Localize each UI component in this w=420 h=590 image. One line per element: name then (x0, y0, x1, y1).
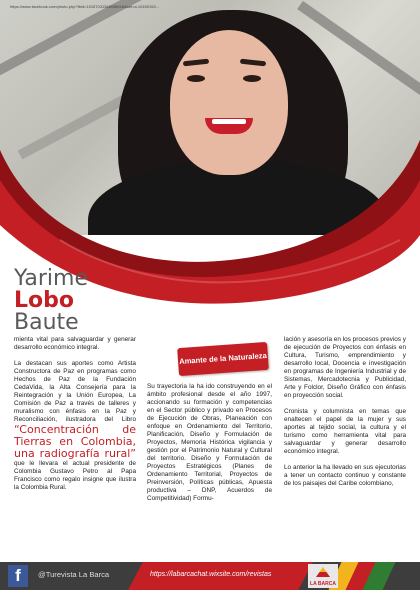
name-last: Baute (14, 310, 79, 335)
facebook-icon[interactable]: f (8, 565, 28, 587)
paragraph: mienta vital para salvaguardar y generar desarrollo económico integral. (14, 336, 136, 351)
paragraph: Lo anterior la ha llevado en sus ejecutorias a tener un contacto continuo y constante de los paisajes del Caribe colombiano, (284, 464, 406, 487)
text-column-2 (147, 383, 272, 511)
photo-url-text: https://www.facebook.com/photo.php?fbid=10157031368098018&set=a.10150153... (10, 4, 160, 9)
logo-text: LA BARCA (310, 581, 336, 587)
paragraph: Su trayectoria la ha ido construyendo en el ámbito profesional desde el año 1997, accionando su formación y competencias en el Sector público y privado en Procesos de Ejecución de Obras, Planeación con enfoque en Ordenamiento del Territorio, Planificación, Diseño y Formulación de Proyectos, Memoria Histórica vigilancia y gestión por el Patrimonio Natural y Cultural del territorio. Diseño y Formulación de Proyectos Estratégicos (Planes de Ordenamiento Territorial, Proyectos de Preinversión, Políticas públicas, Apuesta productiva – DNP, Acuerdos de Competitividad) Formu- (147, 383, 272, 502)
la-barca-logo (308, 564, 338, 588)
name-first: Yarime (14, 266, 89, 291)
footer-bar (0, 562, 420, 590)
text-column-3 (284, 336, 406, 496)
book-title: “Concentración de Tierras en Colombia, una radiografía rural” (14, 423, 136, 460)
paragraph: Cronista y columnista en temas que enaltecen el papel de la mujer y sus aportes al tejido social, la cultura y el turismo como herramienta vital para salvaguardar y generar desarrollo económico integral. (284, 408, 406, 455)
facebook-handle[interactable]: @Turevista La Barca (38, 570, 110, 579)
nature-badge: Amante de la Naturaleza (177, 342, 269, 376)
person-name (14, 268, 88, 334)
text-column-1 (14, 336, 136, 500)
paragraph: lación y asesoría en los procesos previos y de ejecución de Proyectos con énfasis en Cultura, Turismo, emprendimiento y desarrollo local, Docencia e investigación en programas de Ingeniería Industrial y de Sistemas, Mercadotecnia y Publicidad, Arte y Folclor, Diseño Gráfico con énfasis en proyección social. (284, 336, 406, 399)
paragraph-text: La destacan sus aportes como Artista Constructora de Paz en programas como Hechos de Paz de la Fundación CedaVida, la Alta Consejería para la Reintegración y la Unión Europea, La Comisión de Paz a través de talleres y muralismo con énfasis en la Paz y Reconciliación, ilustradora del Libro (14, 360, 136, 423)
website-link[interactable]: https://labarcachat.wixsite.com/revistas (150, 571, 272, 578)
eye (243, 75, 261, 82)
paragraph (14, 360, 136, 492)
name-middle: Lobo (14, 288, 74, 313)
eye (187, 75, 205, 82)
boat-icon (316, 567, 330, 577)
paragraph-text: que le llevara el actual presidente de Colombia Gustavo Petro al Papa Francisco como regalo insigne que ilustra la Colombia Rural. (14, 460, 136, 491)
